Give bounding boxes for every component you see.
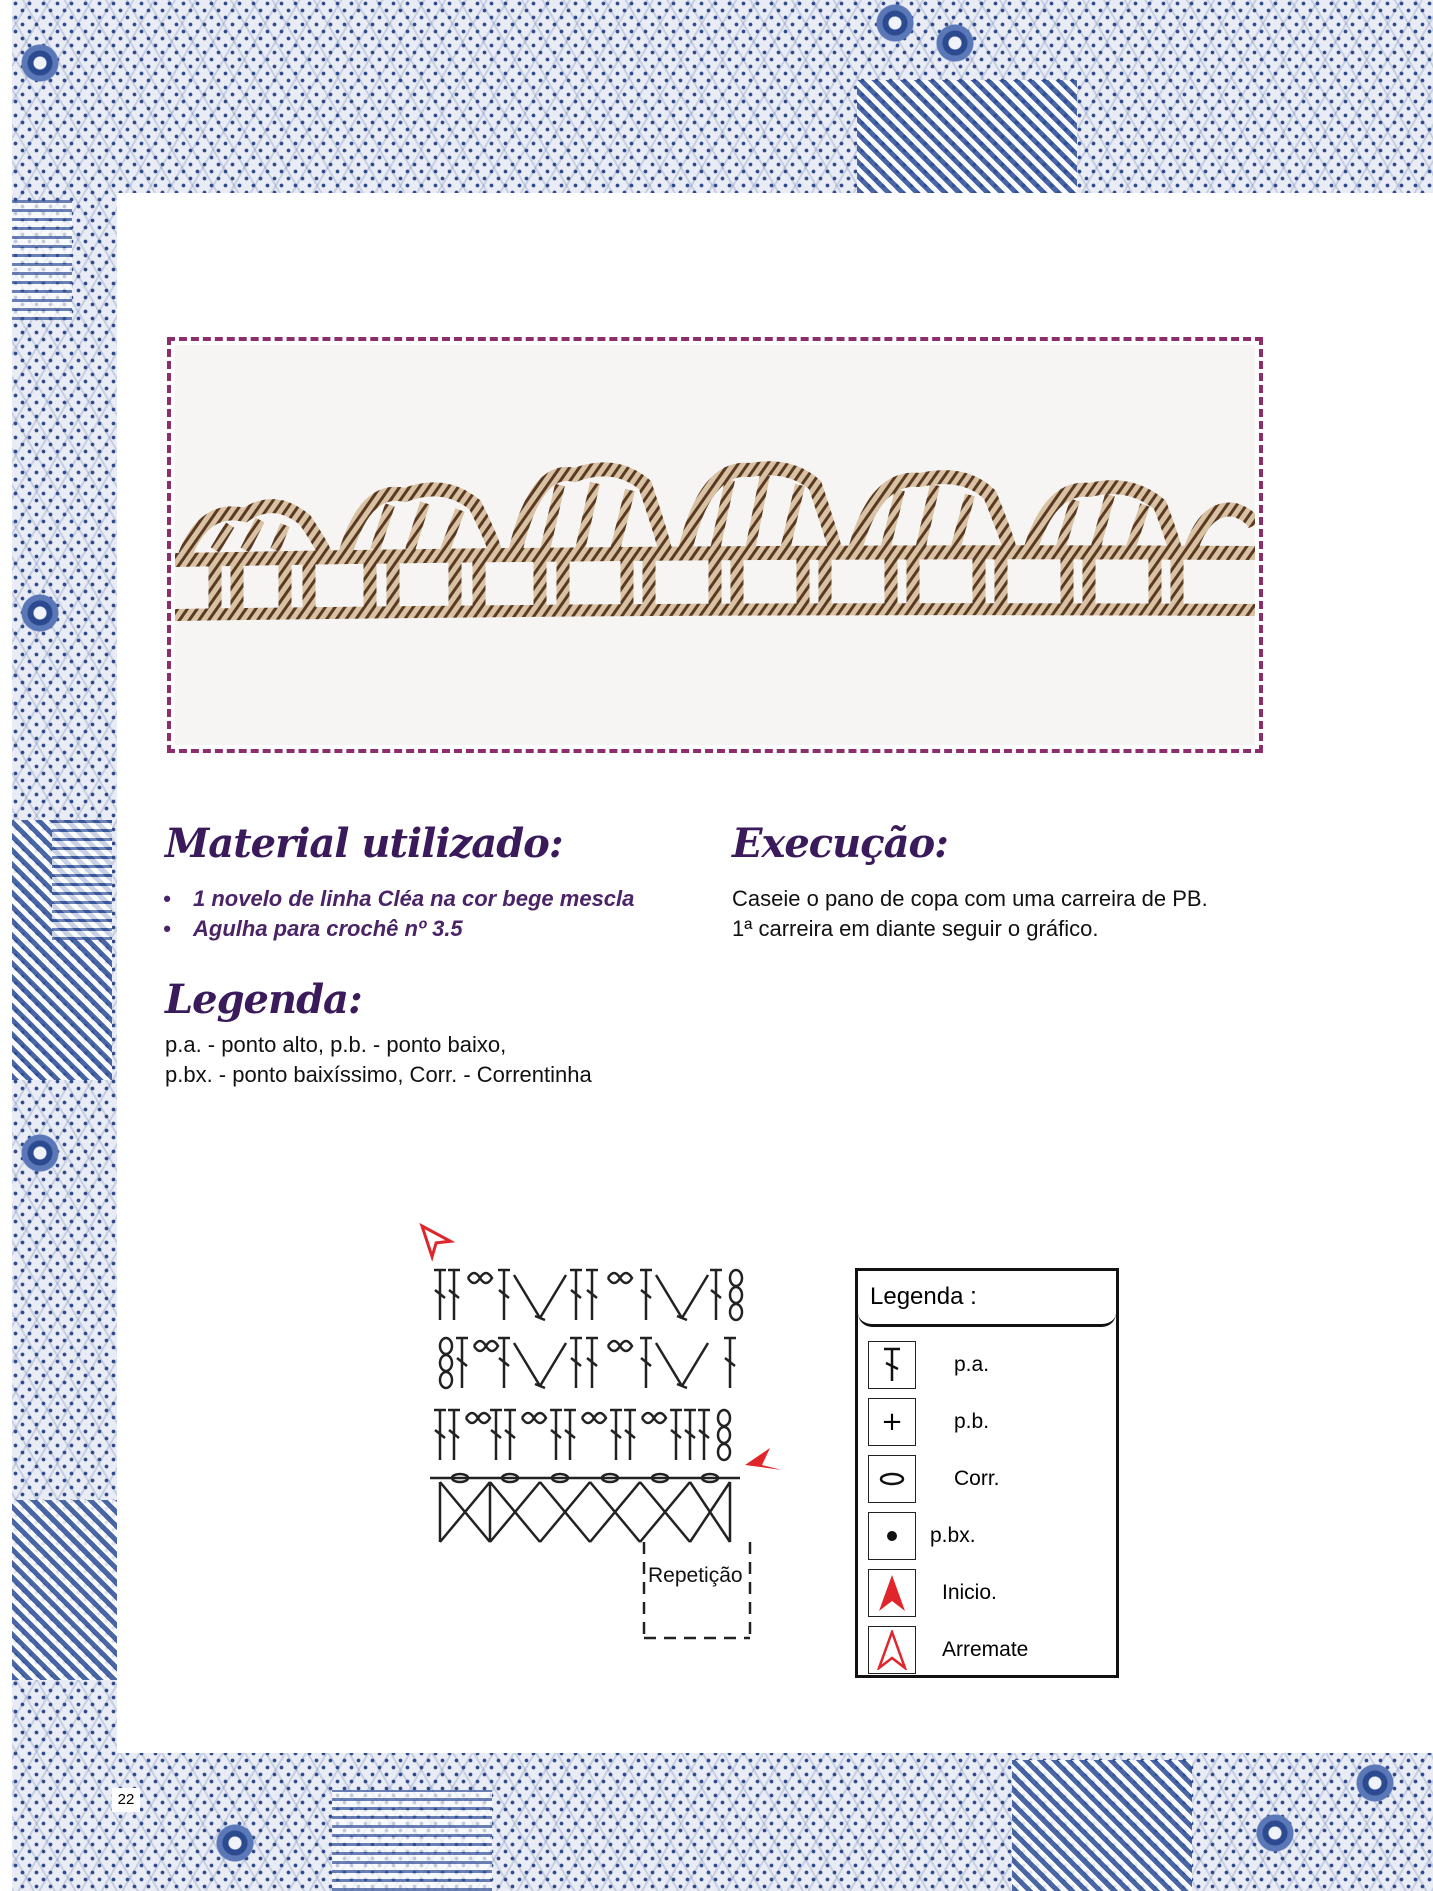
flower-motif <box>1352 1760 1398 1806</box>
page-number: 22 <box>112 1788 140 1812</box>
legend-row <box>868 1455 1108 1505</box>
plus-icon: + <box>868 1398 916 1446</box>
legend-title: Legenda : <box>858 1271 1116 1327</box>
material-heading: Material utilizado: <box>165 820 563 867</box>
legend-row <box>868 1569 1108 1619</box>
finish-arrow-icon <box>413 1220 451 1257</box>
execution-line-2: 1ª carreira em diante seguir o gráfico. <box>732 916 1099 941</box>
material-list <box>163 884 634 944</box>
legend-label: p.a. <box>954 1353 990 1376</box>
legend-label: Arremate <box>942 1638 1029 1661</box>
crochet-edging-photo <box>175 345 1255 745</box>
flower-motif <box>872 0 918 46</box>
pattern-patch <box>12 200 72 320</box>
legend-row <box>868 1341 1108 1391</box>
legend-label: Inicio. <box>942 1581 997 1604</box>
legend-line-2: p.bx. - ponto baixíssimo, Corr. - Correntinha <box>165 1062 592 1087</box>
dot-icon <box>868 1512 916 1560</box>
red-arrow-filled-icon <box>868 1569 916 1617</box>
red-arrow-outline-icon <box>868 1626 916 1674</box>
repeat-label: Repetição <box>648 1564 743 1587</box>
chain-oval-icon <box>868 1455 916 1503</box>
flower-motif <box>932 20 978 66</box>
execution-line-1: Caseie o pano de copa com uma carreira de PB. <box>732 886 1208 911</box>
crochet-edging-illustration <box>175 345 1255 745</box>
legend-row <box>868 1512 1108 1562</box>
legend-line-1: p.a. - ponto alto, p.b. - ponto baixo, <box>165 1032 507 1057</box>
legend-heading: Legenda: <box>165 976 362 1023</box>
flower-motif <box>212 1820 258 1866</box>
legend-label: p.bx. <box>930 1524 976 1547</box>
flower-motif <box>17 590 63 636</box>
flower-motif <box>17 1130 63 1176</box>
flower-motif <box>17 40 63 86</box>
material-item: • 1 novelo de linha Cléa na cor bege mescla <box>163 884 634 914</box>
pattern-patch <box>1012 1760 1192 1891</box>
pattern-patch <box>52 820 112 940</box>
tall-stitch-icon <box>868 1341 916 1389</box>
symbol-legend <box>855 1268 1119 1678</box>
legend-label: p.b. <box>954 1410 990 1433</box>
start-arrow-icon <box>745 1448 782 1470</box>
stitch-diagram <box>400 1220 820 1640</box>
pattern-patch <box>12 1500 117 1680</box>
left-margin <box>0 0 12 1891</box>
photo-frame <box>167 337 1263 753</box>
crochet-chart <box>400 1220 820 1640</box>
pattern-patch <box>857 80 1077 193</box>
execution-heading: Execução: <box>732 820 948 867</box>
legend-label: Corr. <box>954 1467 1000 1490</box>
material-item: • Agulha para crochê nº 3.5 <box>163 914 634 944</box>
flower-motif <box>1252 1810 1298 1856</box>
legend-row <box>868 1626 1108 1676</box>
legend-row <box>868 1398 1108 1448</box>
pattern-patch <box>332 1790 492 1891</box>
